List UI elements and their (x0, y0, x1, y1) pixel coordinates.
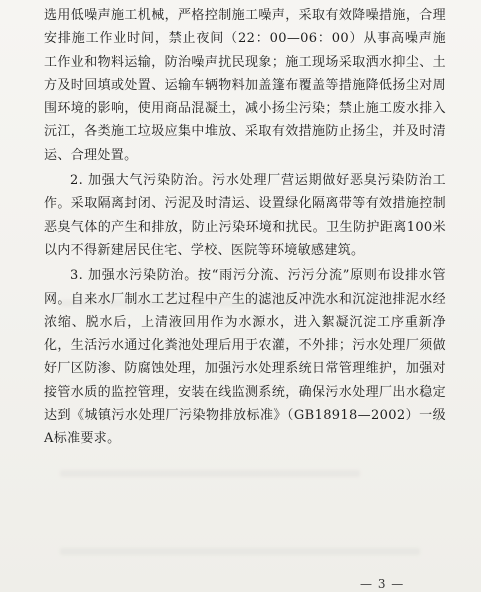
paragraph-water-pollution: 3. 加强水污染防治。按“雨污分流、污污分流”原则布设排水管网。自来水厂制水工艺过程中产生的滤池反冲洗水和沉淀池排泥水经浓缩、脱水后，上清液回用作为水源水，进入絮凝沉淀工序重新净化，生活污水通过化粪池处理后用于农灌，不外排；污水处理厂须做好厂区防渗、防腐蚀处理，加强污水处理系统日常管理维护，加强对接管水质的监控管理，安装在线监测系统，确保污水处理厂出水稳定达到《城镇污水处理厂污染物排放标准》（GB18918—2002）一级A标准要求。 (44, 268, 446, 447)
paragraph-air-pollution: 2. 加强大气污染防治。污水处理厂营运期做好恶臭污染防治工作。采取隔离封闭、污泥及时清运、设置绿化隔离带等有效措施控制恶臭气体的产生和排放，防止污染环境和扰民。卫生防护距离100米以内不得新建居民住宅、学校、医院等环境敏感建筑。 (44, 173, 446, 258)
bleed-through-mark (60, 470, 360, 477)
paragraph-noise-dust-control: 选用低噪声施工机械，严格控制施工噪声，采取有效降噪措施，合理安排施工作业时间，禁止夜间（22：00—06：00）从事高噪声施工作业和物料运输，防治噪声扰民现象；施工现场采取洒水抑尘、土方及时回填或处置、运输车辆物料加盖篷布覆盖等措施降低扬尘对周围环境的影响，使用商品混凝土，减小扬尘污染；禁止施工废水排入沅江，各类施工垃圾应集中堆放、采取有效措施防止扬尘，并及时清运、合理处置。 (44, 8, 446, 163)
bleed-through-mark (60, 548, 420, 555)
page-number: — 3 — (360, 577, 405, 591)
document-body (44, 4, 446, 451)
